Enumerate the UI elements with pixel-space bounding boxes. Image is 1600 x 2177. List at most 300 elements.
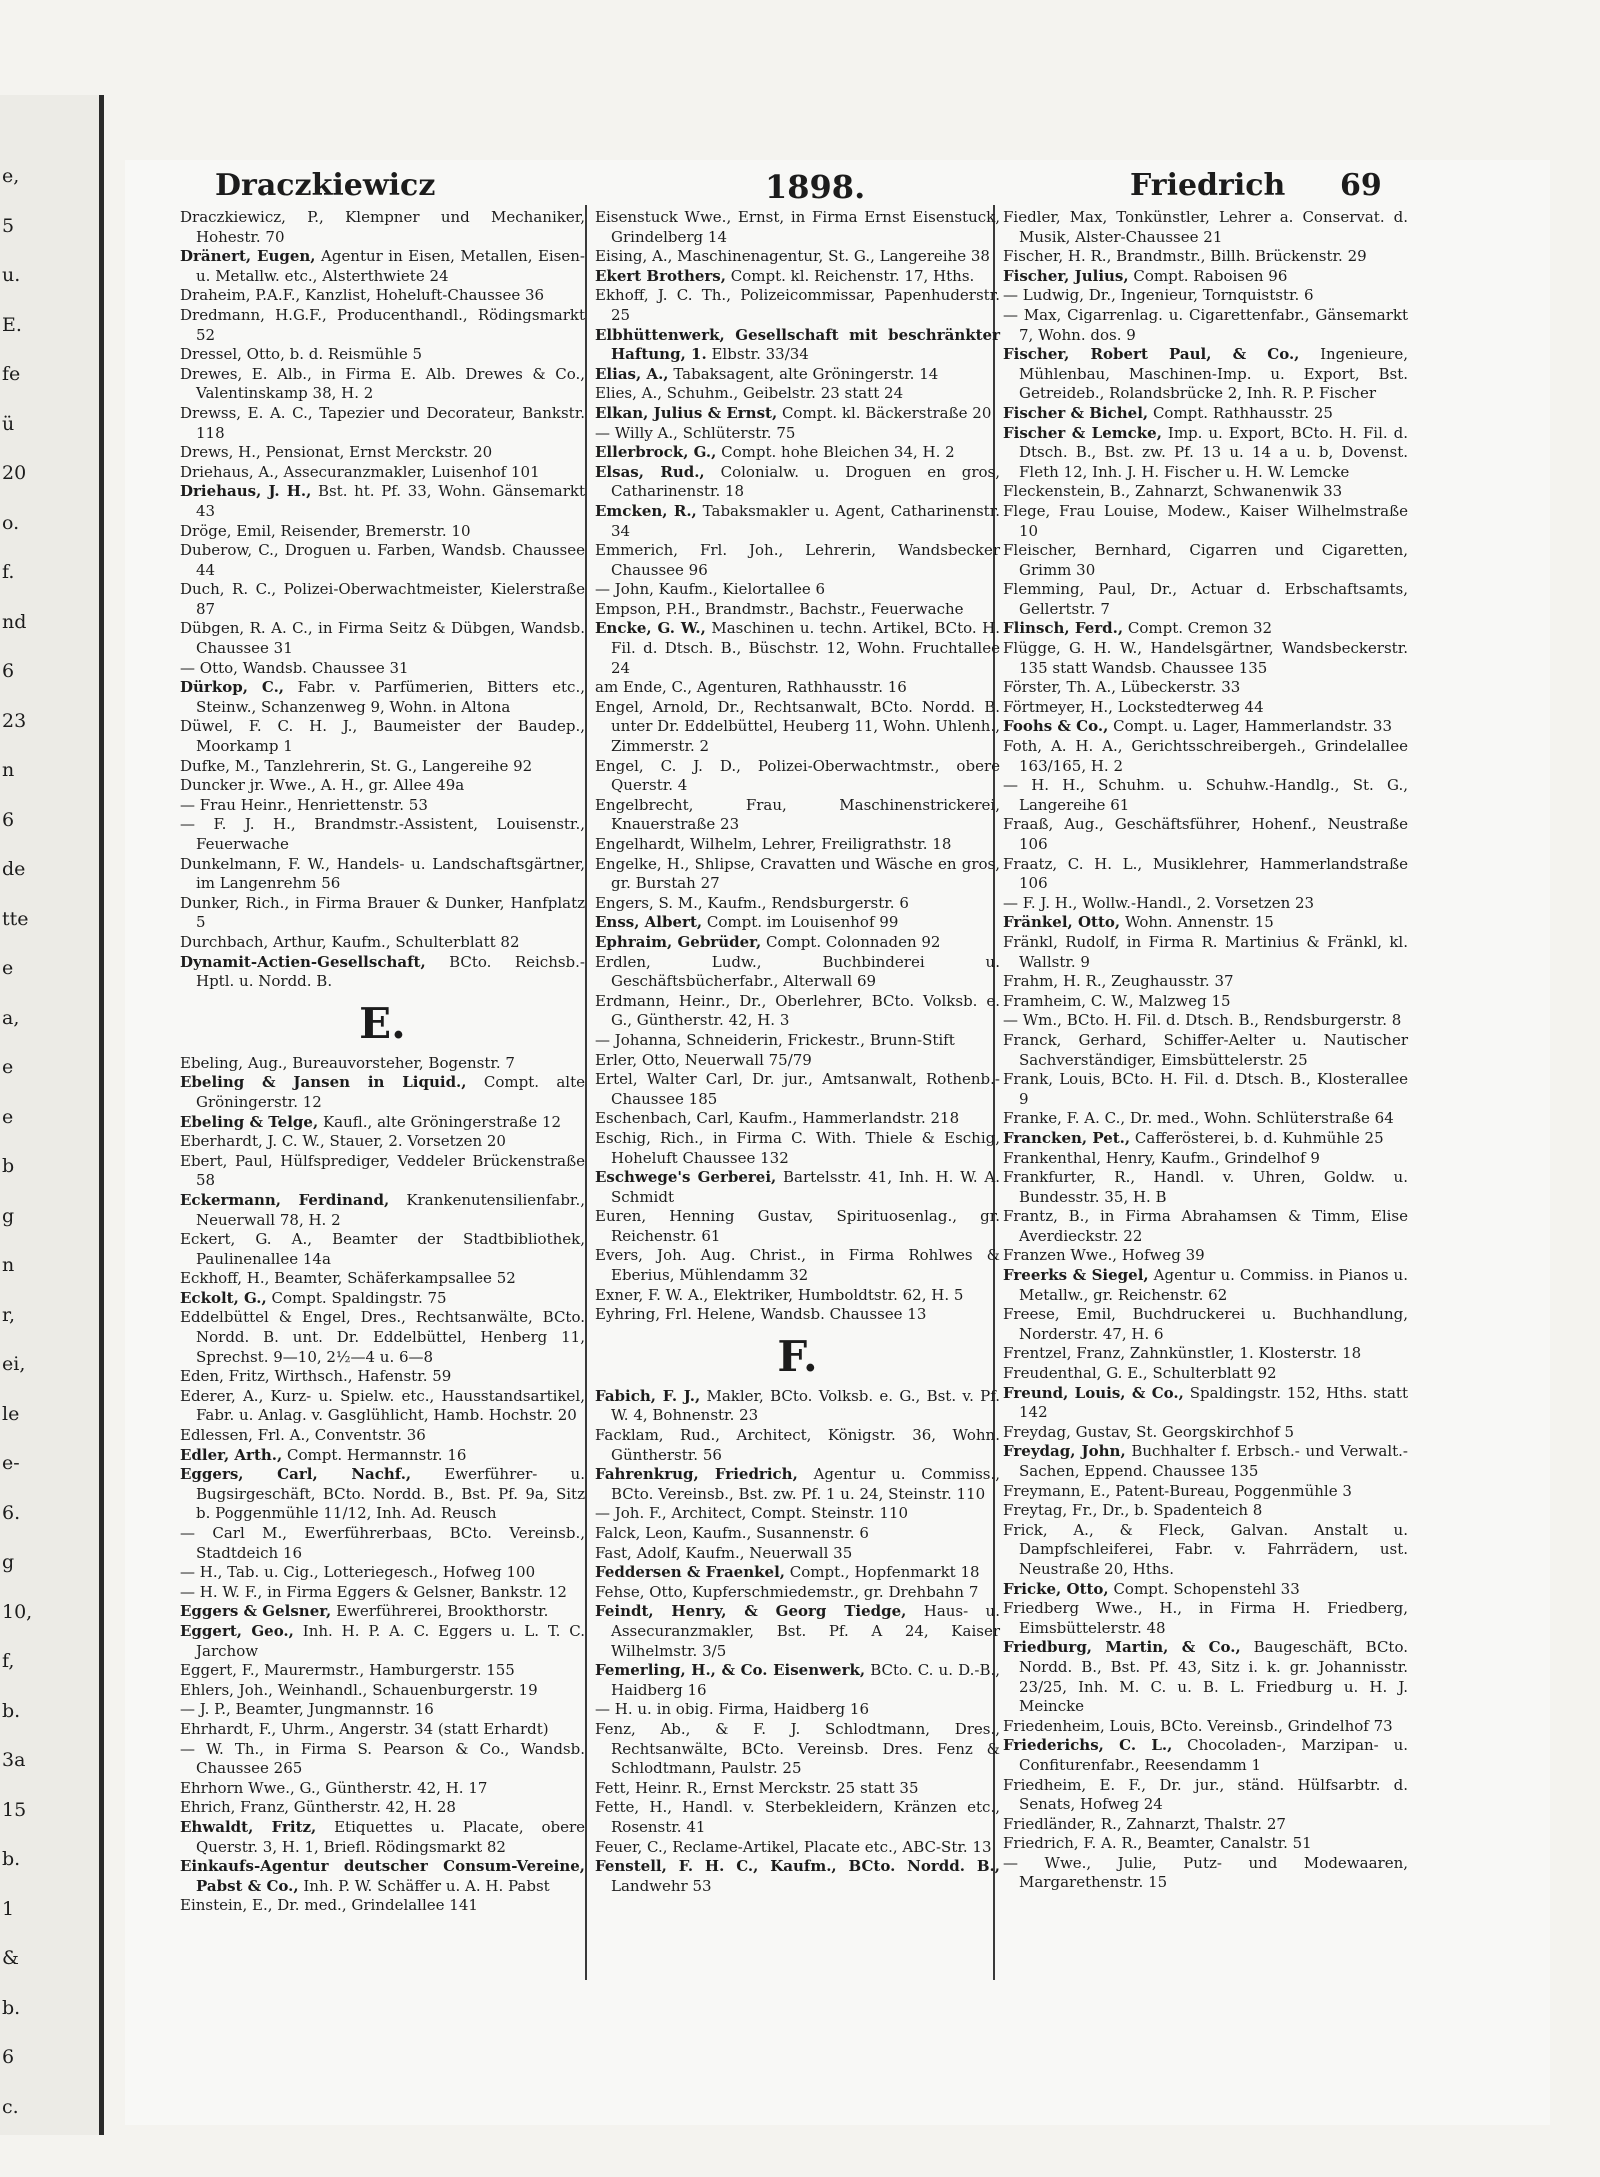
directory-entry: [1003, 482, 1408, 502]
entry-firm-name: Elsas, Rud.,: [595, 462, 705, 481]
entry-text: Franke, F. A. C., Dr. med., Wohn. Schlüterstraße 64: [1003, 1109, 1394, 1128]
entry-text: Compt. kl. Reichenstr. 17, Hths.: [730, 266, 975, 285]
page-number: 69: [1340, 168, 1382, 203]
directory-entry: [1003, 619, 1408, 639]
entry-text: Eising, A., Maschinenagentur, St. G., Langereihe 38: [595, 247, 990, 266]
margin-fragment: b.: [2, 1699, 21, 1722]
entry-text: — W. Th., in Firma S. Pearson & Co., Wandsb. Chaussee 265: [180, 1739, 585, 1778]
section-letter: E.: [359, 998, 406, 1048]
entry-text: Compt. Schopenstehl 33: [1113, 1579, 1300, 1598]
entry-text: Agentur in Eisen, Metallen, Eisen- u. Metallw. etc., Alsterthwiete 24: [196, 247, 585, 285]
entry-text: — H., Tab. u. Cig., Lotteriegesch., Hofweg 100: [180, 1563, 536, 1582]
directory-entry: [595, 1465, 1000, 1504]
directory-entry: [180, 1289, 585, 1309]
directory-entry: [180, 1720, 585, 1740]
directory-column-1: [180, 208, 585, 1916]
entry-text: Compt., Hopfenmarkt 18: [789, 1563, 980, 1582]
entry-firm-name: Enss, Albert,: [595, 913, 703, 932]
entry-text: Compt. Spaldingstr. 75: [271, 1288, 447, 1307]
directory-entry: [180, 1740, 585, 1779]
directory-entry: [1003, 1168, 1408, 1207]
directory-entry: [1003, 345, 1408, 404]
entry-text: Bst. ht. Pf. 33, Wohn. Gänsemarkt 43: [196, 482, 585, 520]
entry-text: Freydag, Gustav, St. Georgskirchhof 5: [1003, 1422, 1295, 1441]
entry-firm-name: Ehwaldt, Fritz,: [180, 1817, 317, 1836]
margin-fragment: b: [2, 1155, 15, 1177]
directory-entry: [180, 1073, 585, 1112]
entry-firm-name: Dränert, Eugen,: [180, 247, 316, 266]
directory-entry: [180, 482, 585, 521]
directory-entry: [595, 326, 1000, 365]
entry-text: Ekhoff, J. C. Th., Polizeicommissar, Papenhuderstr. 25: [595, 286, 1000, 324]
directory-entry: [595, 404, 1000, 424]
entry-text: Ehrich, Franz, Güntherstr. 42, H. 28: [180, 1798, 456, 1817]
entry-text: Compt. Cremon 32: [1127, 619, 1273, 638]
entry-firm-name: Ephraim, Gebrüder,: [595, 932, 762, 951]
entry-text: Eggert, F., Maurermstr., Hamburgerstr. 155: [180, 1661, 515, 1680]
entry-text: — H. W. F., in Firma Eggers & Gelsner, Bankstr. 12: [180, 1582, 567, 1601]
entry-text: Fleischer, Bernhard, Cigarren und Cigaretten, Grimm 30: [1003, 541, 1408, 579]
entry-firm-name: Fischer, Julius,: [1003, 266, 1129, 285]
directory-entry: [1003, 1442, 1408, 1481]
entry-text: — Ludwig, Dr., Ingenieur, Tornquiststr. 6: [1003, 286, 1314, 305]
entry-firm-name: Fischer & Bichel,: [1003, 403, 1149, 422]
directory-entry: [595, 286, 1000, 325]
directory-entry: [1003, 1109, 1408, 1129]
entry-text: Ehrhardt, F., Uhrm., Angerstr. 34 (statt Erhardt): [180, 1719, 549, 1738]
entry-text: Engel, Arnold, Dr., Rechtsanwalt, BCto. Nordd. B. unter Dr. Eddelbüttel, Heuberg 11, Wohn. Uhlenh., Zimmerstr. 2: [595, 697, 1000, 756]
entry-firm-name: Fricke, Otto,: [1003, 1579, 1109, 1598]
entry-text: Erdmann, Heinr., Dr., Oberlehrer, BCto. Volksb. e. G., Güntherstr. 42, H. 3: [595, 991, 1000, 1030]
directory-entry: [180, 678, 585, 717]
directory-entry: [595, 1031, 1000, 1051]
entry-text: Framheim, C. W., Malzweg 15: [1003, 991, 1231, 1010]
entry-text: Chocoladen-, Marzipan- u. Confiturenfabr., Reesendamm 1: [1019, 1736, 1408, 1774]
entry-text: Tabaksmakler u. Agent, Catharinenstr. 34: [611, 501, 1000, 540]
entry-text: — John, Kaufm., Kielortallee 6: [595, 580, 826, 599]
entry-text: Dunkelmann, F. W., Handels- u. Landschaftsgärtner, im Langenrehm 56: [180, 854, 585, 893]
entry-text: Einstein, E., Dr. med., Grindelallee 141: [180, 1896, 478, 1915]
directory-entry: [180, 1681, 585, 1701]
margin-fragment: &: [2, 1947, 19, 1969]
entry-text: Elbstr. 33/34: [711, 345, 809, 364]
entry-text: Makler, BCto. Volksb. e. G., Bst. v. Pf. W. 4, Bohnenstr. 23: [611, 1386, 1000, 1425]
directory-entry: [180, 1661, 585, 1681]
entry-text: Exner, F. W. A., Elektriker, Humboldtstr. 62, H. 5: [595, 1285, 964, 1304]
directory-entry: [595, 1720, 1000, 1779]
margin-fragment: n: [2, 759, 15, 781]
entry-text: — J. P., Beamter, Jungmannstr. 16: [180, 1700, 434, 1719]
entry-text: Duch, R. C., Polizei-Oberwachtmeister, Kielerstraße 87: [180, 580, 585, 618]
directory-entry: [1003, 1501, 1408, 1521]
entry-text: Agentur u. Commiss. in Pianos u. Metallw., gr. Reichenstr. 62: [1019, 1266, 1408, 1304]
entry-firm-name: Flinsch, Ferd.,: [1003, 619, 1124, 638]
entry-firm-name: Fabich, F. J.,: [595, 1386, 701, 1405]
directory-entry: [180, 1818, 585, 1857]
entry-text: Engelhardt, Wilhelm, Lehrer, Freiligrathstr. 18: [595, 835, 952, 853]
directory-entry: [1003, 1344, 1408, 1364]
directory-entry: [595, 1387, 1000, 1426]
directory-entry: [595, 894, 1000, 914]
entry-text: Falck, Leon, Kaufm., Susannenstr. 6: [595, 1524, 869, 1542]
margin-fragment: ü: [2, 412, 15, 435]
entry-text: Eyhring, Frl. Helene, Wandsb. Chaussee 13: [595, 1305, 927, 1324]
directory-entry: [595, 1504, 1000, 1524]
directory-entry: [595, 1583, 1000, 1603]
margin-fragment: n: [2, 1254, 15, 1276]
margin-fragment: c.: [2, 2095, 19, 2118]
directory-entry: [1003, 1305, 1408, 1344]
section-letter: F.: [777, 1331, 818, 1381]
entry-text: Fränkl, Rudolf, in Firma R. Martinius & Fränkl, kl. Wallstr. 9: [1003, 932, 1408, 971]
entry-text: Elies, A., Schuhm., Geibelstr. 23 statt 24: [595, 384, 904, 403]
directory-entry: [180, 247, 585, 286]
directory-entry: [595, 1286, 1000, 1306]
entry-text: Fraatz, C. H. L., Musiklehrer, Hammerlandstraße 106: [1003, 854, 1408, 893]
directory-entry: [1003, 1031, 1408, 1070]
directory-entry: [1003, 1717, 1408, 1737]
entry-firm-name: Eckermann, Ferdinand,: [180, 1190, 390, 1209]
directory-entry: [1003, 1011, 1408, 1031]
entry-firm-name: Freund, Louis, & Co.,: [1003, 1383, 1184, 1402]
directory-entry: [595, 619, 1000, 678]
directory-entry: [595, 1129, 1000, 1168]
directory-entry: [1003, 1736, 1408, 1775]
entry-text: Ebeling, Aug., Bureauvorsteher, Bogenstr. 7: [180, 1053, 515, 1072]
entry-text: — Max, Cigarrenlag. u. Cigarettenfabr., Gänsemarkt 7, Wohn. dos. 9: [1003, 305, 1408, 344]
entry-text: Fett, Heinr. R., Ernst Merckstr. 25 statt 35: [595, 1778, 919, 1797]
directory-entry: [180, 345, 585, 365]
directory-entry: [595, 757, 1000, 796]
entry-text: Driehaus, A., Assecuranzmakler, Luisenhof 101: [180, 462, 540, 481]
directory-entry: [180, 1524, 585, 1563]
directory-entry: [180, 796, 585, 816]
directory-entry: [595, 600, 1000, 620]
directory-entry: [595, 1426, 1000, 1465]
entry-firm-name: Edler, Arth.,: [180, 1445, 283, 1464]
entry-firm-name: Femerling, H., & Co. Eisenwerk,: [595, 1661, 866, 1680]
page-fold-rule: [99, 95, 104, 2135]
directory-entry: [1003, 580, 1408, 619]
directory-entry: [180, 365, 585, 404]
entry-text: — F. J. H., Brandmstr.-Assistent, Louisenstr., Feuerwache: [180, 815, 585, 853]
entry-firm-name: Fahrenkrug, Friedrich,: [595, 1465, 798, 1484]
margin-fragment: g: [2, 1551, 15, 1573]
entry-text: Eschig, Rich., in Firma C. With. Thiele & Eschig, Hoheluft Chaussee 132: [595, 1128, 1000, 1167]
entry-text: Flege, Frau Louise, Modew., Kaiser Wilhelmstraße 10: [1003, 501, 1408, 540]
entry-text: Emmerich, Frl. Joh., Lehrerin, Wandsbecker Chaussee 96: [595, 541, 1000, 579]
directory-entry: [595, 1700, 1000, 1720]
entry-text: Drewes, E. Alb., in Firma E. Alb. Drewes & Co., Valentinskamp 38, H. 2: [180, 364, 585, 403]
margin-fragment: e-: [2, 1452, 20, 1474]
entry-text: — F. J. H., Wollw.-Handl., 2. Vorsetzen 23: [1003, 893, 1315, 912]
entry-text: Euren, Henning Gustav, Spirituosenlag., gr. Reichenstr. 61: [595, 1207, 1000, 1245]
directory-entry: [595, 208, 1000, 247]
entry-text: Edlessen, Frl. A., Conventstr. 36: [180, 1426, 426, 1445]
directory-entry: [595, 1246, 1000, 1285]
directory-entry: [180, 208, 585, 247]
directory-entry: [1003, 1854, 1408, 1893]
entry-text: — Otto, Wandsb. Chaussee 31: [180, 658, 409, 677]
margin-fragment: u.: [2, 264, 21, 286]
entry-text: Compt. Raboisen 96: [1133, 266, 1288, 285]
entry-text: Empson, P.H., Brandmstr., Bachstr., Feuerwache: [595, 599, 964, 618]
entry-text: Compt. kl. Bäckerstraße 20: [781, 403, 992, 422]
entry-text: Ewerführer- u. Bugsirgeschäft, BCto. Nordd. B., Bst. Pf. 9a, Sitz b. Poggenmühle 11/12, Inh. Ad. Reusch: [196, 1465, 585, 1523]
directory-entry: [595, 1779, 1000, 1799]
entry-text: Eckert, G. A., Beamter der Stadtbibliothek, Paulinenallee 14a: [180, 1230, 585, 1268]
directory-entry: [180, 306, 585, 345]
directory-entry: [1003, 1070, 1408, 1109]
entry-text: Compt. hohe Bleichen 34, H. 2: [721, 443, 955, 462]
directory-entry: [595, 1168, 1000, 1207]
entry-text: Freymann, E., Patent-Bureau, Poggenmühle 3: [1003, 1481, 1352, 1500]
entry-text: Wohn. Annenstr. 15: [1124, 913, 1274, 932]
directory-entry: [1003, 1482, 1408, 1502]
entry-text: Erler, Otto, Neuerwall 75/79: [595, 1050, 812, 1069]
directory-entry: [1003, 1776, 1408, 1815]
entry-firm-name: Eggers, Carl, Nachf.,: [180, 1465, 412, 1484]
directory-entry: [1003, 1266, 1408, 1305]
directory-entry: [180, 953, 585, 992]
entry-text: Frankfurter, R., Handl. v. Uhren, Goldw. u. Bundesstr. 35, H. B: [1003, 1168, 1408, 1206]
directory-entry: [180, 1230, 585, 1269]
entry-text: Freese, Emil, Buchdruckerei u. Buchhandlung, Norderstr. 47, H. 6: [1003, 1305, 1408, 1343]
entry-firm-name: Einkaufs-Agentur deutscher Consum-Vereine, Pabst & Co.,: [180, 1857, 585, 1895]
directory-entry: [180, 1152, 585, 1191]
entry-firm-name: Freerks & Siegel,: [1003, 1266, 1149, 1285]
entry-firm-name: Fischer & Lemcke,: [1003, 423, 1162, 442]
directory-entry: [180, 1387, 585, 1426]
entry-text: Friedrich, F. A. R., Beamter, Canalstr. 51: [1003, 1834, 1312, 1853]
directory-entry: [595, 365, 1000, 385]
entry-text: Friedenheim, Louis, BCto. Vereinsb., Grindelhof 73: [1003, 1716, 1393, 1735]
entry-firm-name: Emcken, R.,: [595, 501, 697, 520]
entry-text: Fabr. v. Parfümerien, Bitters etc., Steinw., Schanzenweg 9, Wohn. in Altona: [196, 678, 585, 716]
directory-entry: [180, 1191, 585, 1230]
entry-text: Förtmeyer, H., Lockstedterweg 44: [1003, 697, 1264, 716]
directory-entry: [595, 698, 1000, 757]
directory-entry: [1003, 913, 1408, 933]
margin-fragment: 15: [2, 1798, 27, 1821]
directory-entry: [180, 580, 585, 619]
directory-entry: [595, 1305, 1000, 1325]
entry-text: Landwehr 53: [611, 1876, 712, 1895]
entry-text: Duncker jr. Wwe., A. H., gr. Allee 49a: [180, 776, 465, 795]
entry-text: BCto. C. u. D.-B., Haidberg 16: [611, 1661, 1001, 1699]
directory-entry: [595, 267, 1000, 287]
entry-text: Eckhoff, H., Beamter, Schäferkampsallee 52: [180, 1269, 516, 1288]
directory-entry: [180, 1700, 585, 1720]
directory-entry: [180, 619, 585, 658]
entry-text: Frantz, B., in Firma Abrahamsen & Timm, Elise Averdieckstr. 22: [1003, 1207, 1408, 1245]
entry-text: Engelke, H., Shlipse, Cravatten und Wäsche en gros, gr. Burstah 27: [595, 854, 1000, 893]
directory-entry: [1003, 1580, 1408, 1600]
directory-entry: [1003, 698, 1408, 718]
entry-text: Ederer, A., Kurz- u. Spielw. etc., Hausstandsartikel, Fabr. u. Anlag. v. Gasglühlicht, Hamb. Hochstr. 20: [180, 1386, 585, 1425]
entry-text: Durchbach, Arthur, Kaufm., Schulterblatt 82: [180, 932, 520, 951]
entry-text: Krankenutensilienfabr., Neuerwall 78, H. 2: [196, 1190, 585, 1229]
entry-text: Drewss, E. A. C., Tapezier und Decorateur, Bankstr. 118: [180, 403, 585, 442]
entry-text: Compt. alte Gröningerstr. 12: [196, 1073, 585, 1111]
entry-text: Feuer, C., Reclame-Artikel, Placate etc., ABC-Str. 13: [595, 1837, 992, 1856]
margin-fragment: r,: [2, 1303, 16, 1326]
directory-column-2: [595, 208, 1000, 1896]
margin-fragment: o.: [2, 511, 20, 534]
entry-text: Tabaksagent, alte Gröningerstr. 14: [673, 364, 939, 383]
entry-text: Dressel, Otto, b. d. Reismühle 5: [180, 345, 423, 364]
directory-entry: [1003, 1207, 1408, 1246]
directory-entry: [180, 757, 585, 777]
directory-entry: [180, 1132, 585, 1152]
directory-entry: [1003, 1599, 1408, 1638]
entry-firm-name: Driehaus, J. H.,: [180, 482, 312, 501]
entry-text: Dunker, Rich., in Firma Brauer & Dunker, Hanfplatz 5: [180, 893, 585, 932]
entry-text: Freytag, Fr., Dr., b. Spadenteich 8: [1003, 1501, 1263, 1520]
header-year: 1898.: [765, 168, 866, 206]
entry-firm-name: Elkan, Julius & Ernst,: [595, 403, 778, 422]
entry-text: Ewerführerei, Brookthorstr.: [336, 1602, 549, 1621]
entry-firm-name: Eggert, Geo.,: [180, 1621, 294, 1640]
entry-text: Fehse, Otto, Kupferschmiedemstr., gr. Drehbahn 7: [595, 1582, 979, 1601]
directory-entry: [595, 953, 1000, 992]
entry-text: Friedheim, E. F., Dr. jur., ständ. Hülfsarbtr. d. Senats, Hofweg 24: [1003, 1775, 1408, 1814]
directory-entry: [180, 1798, 585, 1818]
entry-text: Engers, S. M., Kaufm., Rendsburgerstr. 6: [595, 893, 909, 912]
entry-firm-name: Ebeling & Jansen in Liquid.,: [180, 1073, 467, 1092]
entry-firm-name: Encke, G. W.,: [595, 619, 706, 638]
directory-entry: [1003, 1149, 1408, 1169]
margin-fragment: 10,: [2, 1600, 33, 1623]
column-rule: [585, 205, 587, 1980]
margin-fragment: f.: [2, 561, 15, 583]
entry-text: Fleckenstein, B., Zahnarzt, Schwanenwik 33: [1003, 482, 1343, 501]
directory-entry: [180, 1308, 585, 1367]
entry-text: Eisenstuck Wwe., Ernst, in Firma Ernst Eisenstuck, Grindelberg 14: [595, 208, 1000, 246]
directory-entry: [595, 247, 1000, 267]
directory-entry: [1003, 717, 1408, 737]
directory-entry: [1003, 267, 1408, 287]
entry-text: Franzen Wwe., Hofweg 39: [1003, 1246, 1205, 1265]
directory-entry: [595, 384, 1000, 404]
directory-entry: [595, 933, 1000, 953]
entry-text: Freudenthal, G. E., Schulterblatt 92: [1003, 1364, 1277, 1383]
entry-text: Fast, Adolf, Kaufm., Neuerwall 35: [595, 1543, 853, 1562]
directory-entry: [595, 1544, 1000, 1564]
directory-entry: [595, 463, 1000, 502]
entry-text: Friedberg Wwe., H., in Firma H. Friedberg, Eimsbüttelerstr. 48: [1003, 1599, 1408, 1637]
entry-firm-name: Fränkel, Otto,: [1003, 913, 1121, 932]
directory-column-3: [1003, 208, 1408, 1893]
entry-text: Eden, Fritz, Wirthsch., Hafenstr. 59: [180, 1367, 452, 1386]
entry-text: Ehrhorn Wwe., G., Güntherstr. 42, H. 17: [180, 1778, 488, 1797]
directory-entry: [180, 1602, 585, 1622]
entry-text: — Wm., BCto. H. Fil. d. Dtsch. B., Rendsburgerstr. 8: [1003, 1011, 1402, 1030]
entry-text: Cafferösterei, b. d. Kuhmühle 25: [1134, 1128, 1384, 1147]
entry-firm-name: Friederichs, C. L.,: [1003, 1736, 1173, 1755]
directory-entry: [180, 717, 585, 756]
entry-text: — Willy A., Schlüterstr. 75: [595, 423, 796, 442]
entry-text: — Frau Heinr., Henriettenstr. 53: [180, 795, 428, 814]
directory-entry: [595, 541, 1000, 580]
adjacent-page-strip: [0, 95, 100, 2135]
header-last-entry: Friedrich: [1130, 168, 1286, 203]
entry-text: Fraaß, Aug., Geschäftsführer, Hohenf., Neustraße 106: [1003, 815, 1408, 853]
margin-fragment: fe: [2, 363, 21, 385]
entry-text: Spaldingstr. 152, Hths. statt 142: [1019, 1383, 1408, 1422]
entry-firm-name: Eschwege's Gerberei,: [595, 1168, 777, 1187]
entry-text: Fiedler, Max, Tonkünstler, Lehrer a. Conservat. d. Musik, Alster-Chaussee 21: [1003, 208, 1408, 246]
entry-text: Kaufl., alte Gröningerstraße 12: [322, 1112, 562, 1131]
entry-text: Flemming, Paul, Dr., Actuar d. Erbschaftsamts, Gellertstr. 7: [1003, 580, 1408, 618]
margin-fragment: 3a: [2, 1749, 26, 1771]
entry-text: Imp. u. Export, BCto. H. Fil. d. Dtsch. B., Bst. zw. Pf. 13 u. 14 a u. b, Dovenst. Fleth 12, Inh. J. H. Fischer u. H. W. Lemcke: [1019, 423, 1408, 481]
entry-text: Erdlen, Ludw., Buchbinderei u. Geschäftsbücherfabr., Alterwall 69: [595, 952, 1000, 991]
entry-text: Frentzel, Franz, Zahnkünstler, 1. Klosterstr. 18: [1003, 1344, 1362, 1363]
directory-entry: [595, 992, 1000, 1031]
directory-entry: [180, 933, 585, 953]
entry-text: Haus- u. Assecuranzmakler, Bst. Pf. A 24, Kaiser Wilhelmstr. 3/5: [611, 1602, 1000, 1660]
directory-entry: [180, 1269, 585, 1289]
directory-entry: [180, 1896, 585, 1916]
margin-fragment: 20: [2, 462, 27, 484]
margin-fragment: e,: [2, 165, 20, 187]
entry-text: Facklam, Rud., Architect, Königstr. 36, Wohn. Güntherstr. 56: [595, 1426, 1000, 1464]
directory-entry: [1003, 678, 1408, 698]
entry-firm-name: Fenstell, F. H. C., Kaufm., BCto. Nordd. B.,: [595, 1857, 1000, 1876]
margin-fragment: 1: [2, 1897, 15, 1920]
directory-entry: [1003, 208, 1408, 247]
entry-text: Drews, H., Pensionat, Ernst Merckstr. 20: [180, 443, 493, 462]
directory-entry: [1003, 247, 1408, 267]
directory-entry: [1003, 286, 1408, 306]
entry-text: Compt. Colonnaden 92: [765, 932, 941, 951]
margin-fragment: ei,: [2, 1353, 26, 1375]
entry-text: Fischer, H. R., Brandmstr., Billh. Brückenstr. 29: [1003, 247, 1367, 266]
entry-text: Ertel, Walter Carl, Dr. jur., Amtsanwalt, Rothenb.-Chaussee 185: [595, 1070, 1000, 1108]
directory-entry: [595, 1857, 1000, 1896]
directory-entry: [180, 1779, 585, 1799]
entry-text: Compt. im Louisenhof 99: [706, 913, 899, 932]
margin-fragment: 23: [2, 709, 27, 732]
entry-text: Etiquettes u. Placate, obere Querstr. 3, H. 1, Briefl. Rödingsmarkt 82: [196, 1817, 586, 1856]
entry-firm-name: Feindt, Henry, & Georg Tiedge,: [595, 1602, 907, 1621]
directory-entry: [1003, 972, 1408, 992]
directory-entry: [595, 1051, 1000, 1071]
directory-entry: [180, 1113, 585, 1133]
entry-text: Frankenthal, Henry, Kaufm., Grindelhof 9: [1003, 1148, 1320, 1167]
directory-entry: [1003, 1384, 1408, 1423]
directory-entry: [595, 1070, 1000, 1109]
entry-text: — H. u. in obig. Firma, Haidberg 16: [595, 1700, 869, 1719]
directory-entry: [180, 1622, 585, 1661]
entry-text: Dredmann, H.G.F., Producenthandl., Rödingsmarkt 52: [180, 305, 585, 344]
directory-entry: [595, 1798, 1000, 1837]
directory-entry: [1003, 1638, 1408, 1716]
entry-text: am Ende, C., Agenturen, Rathhausstr. 16: [595, 678, 907, 697]
entry-text: Compt. Hermannstr. 16: [287, 1445, 467, 1464]
entry-firm-name: Foohs & Co.,: [1003, 717, 1109, 736]
directory-entry: [180, 1563, 585, 1583]
directory-entry: [1003, 639, 1408, 678]
directory-entry: [1003, 776, 1408, 815]
margin-fragment: g: [2, 1204, 15, 1227]
directory-entry: [1003, 502, 1408, 541]
directory-entry: [180, 541, 585, 580]
directory-entry: [180, 443, 585, 463]
entry-firm-name: Dynamit-Actien-Gesellschaft,: [180, 952, 426, 971]
entry-firm-name: Elbhüttenwerk, Gesellschaft mit beschränkter Haftung, 1.: [595, 325, 1000, 364]
